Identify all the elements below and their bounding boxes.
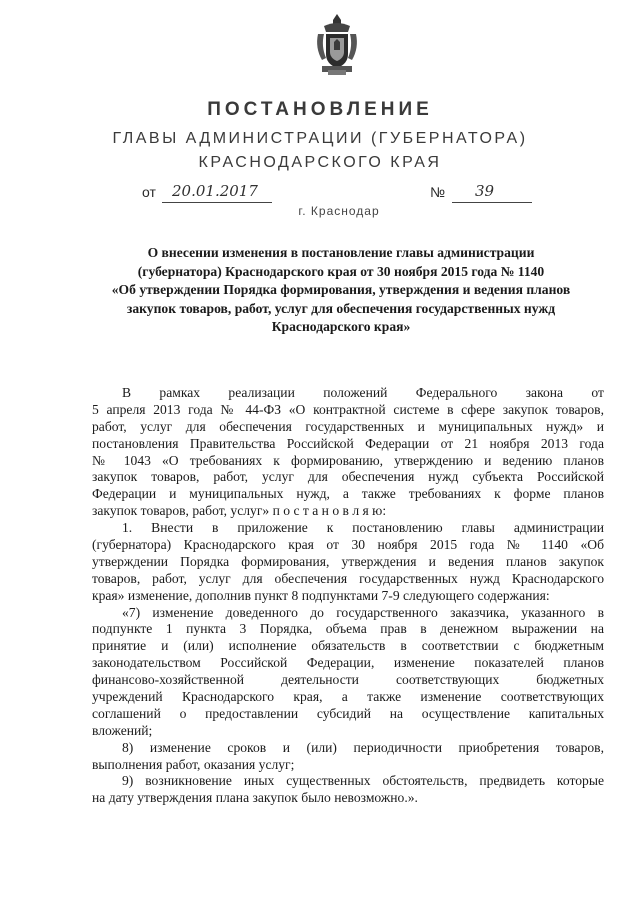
document-body [92,385,604,807]
body-line: закупок товаров, работ, услуг» п о с т а н о в л я ю: [92,503,387,519]
body-line: 8) изменение сроков и (или) периодичности приобретения товаров, [122,739,604,755]
city-line [0,204,640,218]
body-line: законодательством Российской Федерации, изменение показателей планов [92,655,604,671]
number-value: 39 [475,182,495,200]
region-heading: КРАСНОДАРСКОГО КРАЯ [198,154,442,171]
document-type-heading: ПОСТАНОВЛЕНИЕ [207,99,433,120]
body-line: 9) возникновение иных существенных обстоятельств, предвидеть которые [122,773,604,789]
document-title [92,244,590,337]
date-value: 20.01.2017 [172,182,258,200]
body-line: учреждений Краснодарского края, а также изменение соответствующих [92,689,604,705]
body-line: утверждении Порядка формирования, утверждения и ведения планов закупок [92,553,604,569]
body-line: на дату утверждения плана закупок было невозможно.». [92,790,418,806]
body-line: постановления Правительства Российской Федерации от 21 ноября 2013 года [92,435,604,451]
coat-of-arms-emblem [314,12,360,76]
body-line: вложений; [92,722,153,738]
title-line: Краснодарского края» [271,319,411,334]
body-line: финансово-хозяйственной деятельности соответствующих бюджетных [92,672,604,688]
body-line: (губернатора) Краснодарского края от 30 ноября 2015 года № 1140 «Об [92,537,604,553]
body-line: № 1043 «О требованиях к формированию, утверждению и ведению планов [92,452,604,468]
body-line: закупок товаров, работ, услуг для обеспечения нужд субъекта Российской [92,469,604,485]
body-line: соглашений о предоставлении субсидий на осуществление капитальных [92,705,604,721]
title-line: О внесении изменения в постановление главы администрации [147,245,535,260]
date-label: от [142,184,156,200]
issuer-heading: ГЛАВЫ АДМИНИСТРАЦИИ (ГУБЕРНАТОРА) [112,130,528,147]
body-line: 1. Внести в приложение к постановлению главы администрации [122,520,604,536]
city-name: г. Краснодар [298,204,380,218]
title-line: закупок товаров, работ, услуг для обеспечения государственных нужд [126,300,556,316]
title-line: (губернатора) Краснодарского края от 30 ноября 2015 года № 1140 [137,263,545,279]
body-line: края» изменение, дополнив пункт 8 подпунктами 7-9 следующего содержания: [92,587,550,603]
body-line: Федерации и муниципальных нужд, а также требованиях к форме планов [92,486,604,502]
body-line: принятие и (или) исполнение обязательств в соответствии с бюджетным [92,638,604,654]
title-line: «Об утверждении Порядка формирования, утверждения и ведения планов [111,282,571,297]
body-line: выполнения работ, оказания услуг; [92,756,295,772]
body-line: 5 апреля 2013 года № 44-ФЗ «О контрактной системе в сфере закупок товаров, [92,401,604,417]
body-line: подпункте 1 пункта 3 Порядка, объема прав в денежном выражении на [92,621,604,637]
body-line: работ, услуг для обеспечения государственных и муниципальных нужд» и [92,418,604,434]
number-label: № [430,184,446,200]
body-line: В рамках реализации положений Федерального закона от [122,385,604,400]
body-line: «7) изменение доведенного до государственного заказчика, указанного в [122,604,604,620]
body-line: товаров, работ, услуг для обеспечения государственных нужд Краснодарского [92,570,604,586]
